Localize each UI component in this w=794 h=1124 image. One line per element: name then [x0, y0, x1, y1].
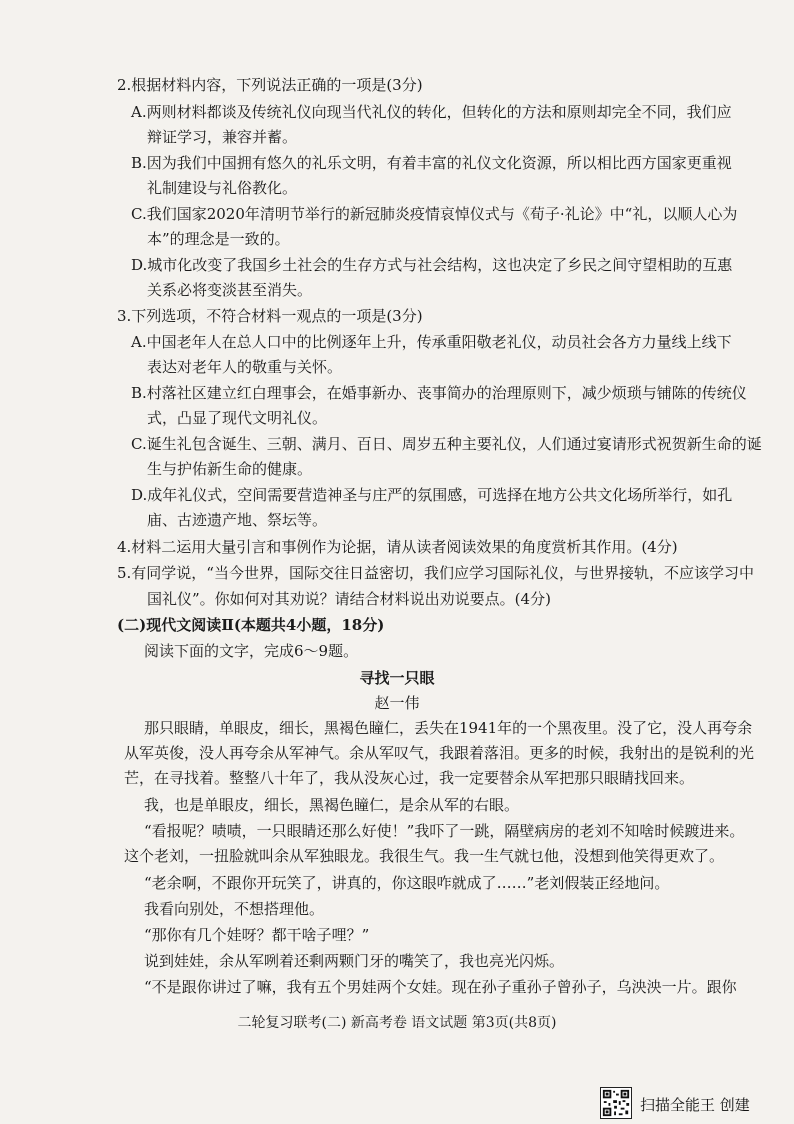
text-line: 阅读下面的文字，完成6～9题。: [144, 642, 359, 660]
qr-code-icon: [600, 1087, 632, 1119]
text-line: 3.下列选项，不符合材料一观点的一项是(3分): [117, 307, 423, 325]
text-line: 4.材料二运用大量引言和事例作为论据，请从读者阅读效果的角度赏析其作用。(4分): [117, 538, 678, 556]
text-line: A.中国老年人在总人口中的比例逐年上升，传承重阳敬老礼仪，动员社会各方力量线上线下: [131, 333, 732, 351]
scanner-brand-label: 扫描全能王 创建: [640, 1096, 750, 1114]
text-line: 二轮复习联考(二) 新高考卷 语文试题 第3页(共8页): [237, 1015, 557, 1031]
text-line: (二)现代文阅读Ⅱ(本题共4小题，18分): [117, 616, 385, 634]
text-line: 那只眼睛，单眼皮，细长，黑褐色瞳仁，丢失在1941年的一个黑夜里。没了它，没人再夸余: [144, 719, 753, 737]
text-line: D.城市化改变了我国乡土社会的生存方式与社会结构，这也决定了乡民之间守望相助的互惠: [131, 256, 733, 274]
text-line: 从军英俊，没人再夸余从军神气。余从军叹气，我跟着落泪。更多的时候，我射出的是锐利的光: [124, 744, 755, 762]
text-line: 表达对老年人的敬重与关怀。: [147, 358, 343, 376]
text-line: A.两则材料都谈及传统礼仪向现当代礼仪的转化，但转化的方法和原则却完全不同，我们应: [131, 103, 732, 121]
text-line: 这个老刘，一扭脸就叫余从军独眼龙。我很生气。我一生气就乜他，没想到他笑得更欢了。: [124, 847, 725, 865]
text-line: 赵一伟: [374, 694, 420, 712]
text-line: B.因为我们中国拥有悠久的礼乐文明，有着丰富的礼仪文化资源，所以相比西方国家更重视: [131, 154, 732, 172]
text-line: “那你有几个娃呀？都干啥子哩？”: [144, 926, 370, 944]
text-line: 本”的理念是一致的。: [147, 230, 290, 248]
text-line: C.我们国家2020年清明节举行的新冠肺炎疫情哀悼仪式与《荀子·礼论》中“礼，以顺人心为: [131, 205, 738, 223]
text-line: 式，凸显了现代文明礼仪。: [147, 409, 328, 427]
scanner-watermark: [600, 1087, 790, 1123]
text-line: 寻找一只眼: [359, 669, 435, 687]
text-line: 我看向别处，不想搭理他。: [144, 900, 325, 918]
text-line: D.成年礼仪式，空间需要营造神圣与庄严的氛围感，可选择在地方公共文化场所举行，如孔: [131, 486, 733, 504]
text-line: 庙、古迹遗产地、祭坛等。: [147, 511, 328, 529]
text-line: “不是跟你讲过了嘛，我有五个男娃两个女娃。现在孙子重孙子曾孙子，乌泱泱一片。跟你: [144, 978, 737, 996]
text-line: 关系必将变淡甚至消失。: [147, 281, 313, 299]
text-line: 辩证学习，兼容并蓄。: [147, 128, 298, 146]
text-line: “老余啊，不跟你开玩笑了，讲真的，你这眼咋就成了……”老刘假装正经地问。: [144, 874, 670, 892]
text-line: 5.有同学说，“当今世界，国际交往日益密切，我们应学习国际礼仪，与世界接轨，不应该学习中: [117, 564, 754, 582]
text-line: 礼制建设与礼俗教化。: [147, 179, 298, 197]
text-line: 芒，在寻找着。整整八十年了，我从没灰心过，我一定要替余从军把那只眼睛找回来。: [124, 769, 695, 787]
text-line: 2.根据材料内容，下列说法正确的一项是(3分): [117, 76, 423, 94]
text-line: C.诞生礼包含诞生、三朝、满月、百日、周岁五种主要礼仪，人们通过宴请形式祝贺新生命的诞: [131, 435, 762, 453]
text-line: 说到娃娃，余从军咧着还剩两颗门牙的嘴笑了，我也亮光闪烁。: [144, 952, 565, 970]
text-line: 我，也是单眼皮，细长，黑褐色瞳仁，是余从军的右眼。: [144, 796, 520, 814]
text-line: 生与护佑新生命的健康。: [147, 460, 313, 478]
text-line: 国礼仪”。你如何对其劝说？请结合材料说出劝说要点。(4分): [147, 590, 551, 608]
text-line: B.村落社区建立红白理事会，在婚事新办、丧事简办的治理原则下，减少烦琐与铺陈的传统仪: [131, 384, 747, 402]
text-line: “看报呢？啧啧，一只眼睛还那么好使！”我吓了一跳，隔壁病房的老刘不知啥时候踱进来。: [144, 822, 745, 840]
